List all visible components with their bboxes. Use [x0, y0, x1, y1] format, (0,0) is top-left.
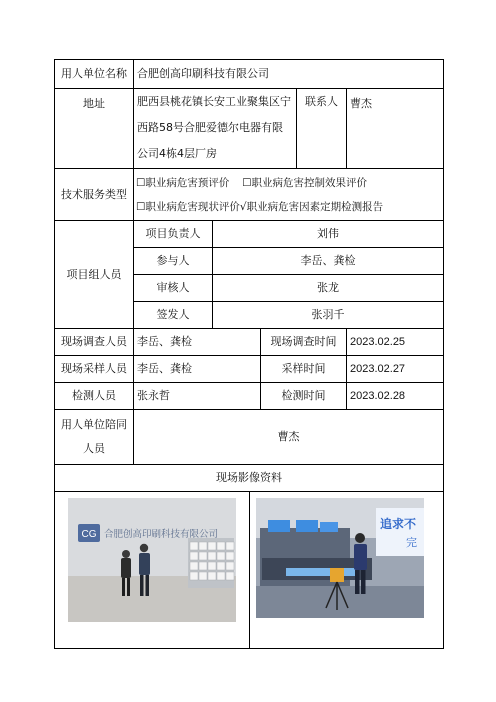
record-table — [54, 59, 444, 649]
sampling-time-value: 2023.02.27 — [347, 356, 444, 383]
photo-cell-1 — [55, 492, 250, 648]
sampling-staff-value: 李岳、龚检 — [134, 356, 261, 383]
contact-label: 联系人 — [297, 89, 347, 169]
address-value: 肥西县桃花镇长安工业聚集区宁西路58号合肥爱德尔电器有限公司4栋4层厂房 — [134, 89, 297, 169]
photo-row — [55, 492, 444, 649]
site-photo-lobby — [68, 498, 236, 622]
team-member: 刘伟 — [213, 221, 444, 248]
images-header: 现场影像资料 — [55, 465, 444, 492]
sampling-staff-label: 现场采样人员 — [55, 356, 134, 383]
test-time-label: 检测时间 — [261, 383, 347, 410]
test-time-value: 2023.02.28 — [347, 383, 444, 410]
team-member: 张羽千 — [213, 302, 444, 329]
survey-time-value: 2023.02.25 — [347, 329, 444, 356]
survey-time-label: 现场调查时间 — [261, 329, 347, 356]
option-status-evaluation[interactable]: ☐职业病危害现状评价 — [136, 200, 240, 213]
team-member: 张龙 — [213, 275, 444, 302]
team-label: 项目组人员 — [55, 221, 134, 329]
contact-value: 曹杰 — [347, 89, 444, 169]
team-member: 李岳、龚检 — [213, 248, 444, 275]
logo-mark: CG — [81, 529, 97, 540]
option-periodic-testing-report[interactable]: √职业病危害因素定期检测报告 — [239, 200, 384, 213]
survey-record-form — [54, 59, 443, 649]
team-role: 项目负责人 — [134, 221, 213, 248]
site-photo-workshop — [256, 498, 424, 618]
survey-staff-value: 李岳、龚检 — [134, 329, 261, 356]
option-control-effect-evaluation[interactable]: ☐职业病危害控制效果评价 — [242, 176, 368, 189]
wall-banner: 追求不 — [379, 517, 416, 531]
survey-staff-label: 现场调查人员 — [55, 329, 134, 356]
escort-label: 用人单位陪同人员 — [55, 410, 134, 465]
service-type-label: 技术服务类型 — [55, 169, 134, 221]
escort-value: 曹杰 — [134, 410, 444, 465]
unit-name-value: 合肥创高印刷科技有限公司 — [134, 60, 444, 89]
test-staff-value: 张永哲 — [134, 383, 261, 410]
logo-text: 合肥创高印刷科技有限公司 — [104, 529, 219, 540]
test-staff-label: 检测人员 — [55, 383, 134, 410]
unit-name-label: 用人单位名称 — [55, 60, 134, 89]
wall-banner-2: 完 — [405, 536, 417, 549]
option-pre-evaluation[interactable]: ☐职业病危害预评价 — [136, 176, 230, 189]
team-role: 参与人 — [134, 248, 213, 275]
team-role: 签发人 — [134, 302, 213, 329]
sampling-time-label: 采样时间 — [261, 356, 347, 383]
service-type-options — [134, 169, 444, 221]
photo-cell-2 — [250, 492, 444, 648]
address-label: 地址 — [55, 89, 134, 169]
team-role: 审核人 — [134, 275, 213, 302]
